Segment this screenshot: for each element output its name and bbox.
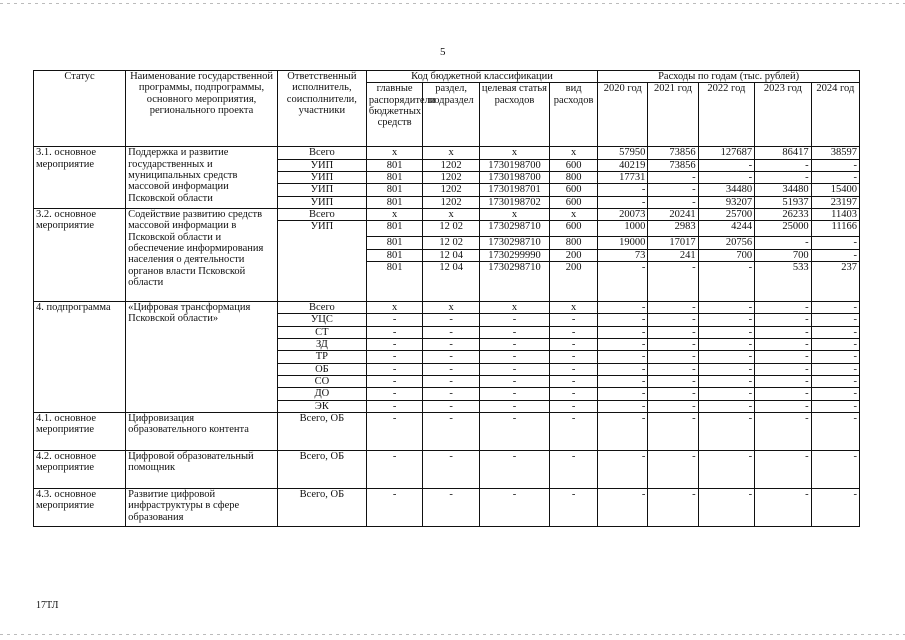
header-status: Статус bbox=[34, 71, 126, 147]
row-year-value: - bbox=[698, 450, 755, 488]
row-year-value: - bbox=[755, 237, 812, 249]
row-responsible: УИП bbox=[277, 184, 366, 196]
row-year-value: - bbox=[755, 301, 812, 313]
row-year-value: 20073 bbox=[598, 208, 648, 220]
row-responsible: УИП bbox=[277, 196, 366, 208]
row-year-value: - bbox=[598, 184, 648, 196]
row-year-value: 2983 bbox=[648, 221, 698, 237]
row-responsible: СО bbox=[277, 375, 366, 387]
row-year-value: 51937 bbox=[755, 196, 812, 208]
row-responsible: ОБ bbox=[277, 363, 366, 375]
row-responsible: Всего bbox=[277, 208, 366, 220]
row-responsible: ТР bbox=[277, 351, 366, 363]
row-year-value: 25000 bbox=[755, 221, 812, 237]
row-grbs: - bbox=[366, 326, 423, 338]
row-responsible: Всего bbox=[277, 147, 366, 159]
row-year-value: 19000 bbox=[598, 237, 648, 249]
row-section: - bbox=[423, 412, 480, 450]
row-target: 1730298710 bbox=[479, 237, 549, 249]
row-year-value: - bbox=[648, 326, 698, 338]
row-expense-type: х bbox=[550, 301, 598, 313]
table-body bbox=[34, 147, 860, 527]
header-name: Наименование государственной программы, подпрограммы, основного мероприятия, регионального проекта bbox=[126, 71, 278, 147]
row-target: - bbox=[479, 314, 549, 326]
row-responsible: УИП bbox=[277, 159, 366, 171]
row-section: 1202 bbox=[423, 171, 480, 183]
row-target: 1730298710 bbox=[479, 261, 549, 301]
row-expense-type: - bbox=[550, 412, 598, 450]
budget-table bbox=[33, 70, 860, 527]
row-year-value: - bbox=[755, 159, 812, 171]
row-status: 3.2. основное мероприятие bbox=[34, 208, 126, 301]
row-year-value: 11403 bbox=[811, 208, 859, 220]
row-year-value: - bbox=[648, 261, 698, 301]
row-name: Содействие развитию средств массовой информации в Псковской области и обеспечение информирования населения о деятельности органов власти Псковской области bbox=[126, 208, 278, 301]
row-year-value: 38597 bbox=[811, 147, 859, 159]
row-year-value: - bbox=[755, 450, 812, 488]
row-expense-type: 600 bbox=[550, 159, 598, 171]
row-status: 4.3. основное мероприятие bbox=[34, 488, 126, 526]
row-year-value: - bbox=[755, 400, 812, 412]
row-year-value: - bbox=[648, 400, 698, 412]
row-section: - bbox=[423, 351, 480, 363]
row-year-value: - bbox=[698, 375, 755, 387]
row-grbs: 801 bbox=[366, 249, 423, 261]
row-target: х bbox=[479, 208, 549, 220]
row-year-value: - bbox=[755, 375, 812, 387]
row-year-value: 700 bbox=[755, 249, 812, 261]
row-year-value: - bbox=[698, 314, 755, 326]
row-year-value: 20756 bbox=[698, 237, 755, 249]
row-section: х bbox=[423, 208, 480, 220]
row-target: - bbox=[479, 351, 549, 363]
row-year-value: - bbox=[755, 171, 812, 183]
page-number: 5 bbox=[440, 46, 446, 58]
row-expense-type: 600 bbox=[550, 221, 598, 237]
row-grbs: - bbox=[366, 388, 423, 400]
row-year-value: - bbox=[811, 171, 859, 183]
scan-artifact-top bbox=[0, 3, 905, 4]
row-year-value: - bbox=[811, 488, 859, 526]
row-section: х bbox=[423, 147, 480, 159]
row-responsible: Всего, ОБ bbox=[277, 412, 366, 450]
row-year-value: - bbox=[698, 412, 755, 450]
row-target: - bbox=[479, 326, 549, 338]
row-name: Цифровизация образовательного контента bbox=[126, 412, 278, 450]
row-year-value: - bbox=[598, 363, 648, 375]
row-year-value: - bbox=[755, 488, 812, 526]
row-expense-type: 800 bbox=[550, 237, 598, 249]
row-year-value: 93207 bbox=[698, 196, 755, 208]
row-target: - bbox=[479, 488, 549, 526]
row-expense-type: 600 bbox=[550, 196, 598, 208]
row-year-value: - bbox=[755, 351, 812, 363]
row-year-value: - bbox=[598, 488, 648, 526]
row-year-value: - bbox=[598, 412, 648, 450]
row-year-value: - bbox=[698, 388, 755, 400]
row-section: - bbox=[423, 400, 480, 412]
row-grbs: - bbox=[366, 375, 423, 387]
row-name: «Цифровая трансформация Псковской области» bbox=[126, 301, 278, 412]
row-grbs: 801 bbox=[366, 261, 423, 301]
row-year-value: - bbox=[598, 314, 648, 326]
header-responsible: Ответственный исполнитель, соисполнители, участники bbox=[277, 71, 366, 147]
row-year-value: - bbox=[811, 249, 859, 261]
row-year-value: - bbox=[648, 363, 698, 375]
row-section: 1202 bbox=[423, 196, 480, 208]
header-year: 2021 год bbox=[648, 83, 698, 147]
row-responsible: УЦС bbox=[277, 314, 366, 326]
row-name: Развитие цифровой инфраструктуры в сфере образования bbox=[126, 488, 278, 526]
row-year-value: - bbox=[811, 388, 859, 400]
row-year-value: - bbox=[811, 314, 859, 326]
row-expense-type: 800 bbox=[550, 171, 598, 183]
row-year-value: 34480 bbox=[698, 184, 755, 196]
row-section: - bbox=[423, 314, 480, 326]
row-expense-type: - bbox=[550, 338, 598, 350]
row-section: - bbox=[423, 326, 480, 338]
header-year: 2024 год bbox=[811, 83, 859, 147]
header-target: целевая статья расходов bbox=[479, 83, 549, 147]
row-section: - bbox=[423, 388, 480, 400]
row-year-value: 25700 bbox=[698, 208, 755, 220]
row-year-value: - bbox=[698, 338, 755, 350]
row-year-value: 26233 bbox=[755, 208, 812, 220]
row-year-value: 241 bbox=[648, 249, 698, 261]
row-year-value: 40219 bbox=[598, 159, 648, 171]
row-expense-type: - bbox=[550, 351, 598, 363]
row-year-value: - bbox=[698, 261, 755, 301]
row-year-value: 73856 bbox=[648, 147, 698, 159]
row-section: 12 02 bbox=[423, 221, 480, 237]
row-grbs: 801 bbox=[366, 159, 423, 171]
row-year-value: - bbox=[648, 314, 698, 326]
footer-code: 17ТЛ bbox=[36, 600, 59, 611]
row-year-value: - bbox=[598, 388, 648, 400]
row-section: х bbox=[423, 301, 480, 313]
row-grbs: 801 bbox=[366, 184, 423, 196]
row-expense-type: - bbox=[550, 488, 598, 526]
row-section: - bbox=[423, 363, 480, 375]
row-responsible: Всего, ОБ bbox=[277, 450, 366, 488]
row-year-value: - bbox=[648, 388, 698, 400]
row-section: - bbox=[423, 488, 480, 526]
row-section: - bbox=[423, 450, 480, 488]
row-status: 3.1. основное мероприятие bbox=[34, 147, 126, 209]
row-year-value: 34480 bbox=[755, 184, 812, 196]
row-expense-type: х bbox=[550, 208, 598, 220]
row-expense-type: - bbox=[550, 326, 598, 338]
header-year: 2020 год bbox=[598, 83, 648, 147]
row-year-value: - bbox=[755, 326, 812, 338]
header-budget-code: Код бюджетной классификации bbox=[366, 71, 597, 83]
row-target: 1730198700 bbox=[479, 171, 549, 183]
header-year: 2022 год bbox=[698, 83, 755, 147]
header-grbs: главные распорядители бюджетных средств bbox=[366, 83, 423, 147]
row-year-value: 23197 bbox=[811, 196, 859, 208]
row-responsible: УИП bbox=[277, 171, 366, 183]
row-year-value: 1000 bbox=[598, 221, 648, 237]
row-year-value: - bbox=[811, 450, 859, 488]
row-section: - bbox=[423, 375, 480, 387]
row-year-value: 73 bbox=[598, 249, 648, 261]
row-grbs: 801 bbox=[366, 171, 423, 183]
row-expense-type: х bbox=[550, 147, 598, 159]
row-target: - bbox=[479, 412, 549, 450]
row-expense-type: - bbox=[550, 388, 598, 400]
row-year-value: - bbox=[648, 301, 698, 313]
row-expense-type: - bbox=[550, 375, 598, 387]
row-grbs: - bbox=[366, 314, 423, 326]
table-row bbox=[34, 301, 860, 313]
row-expense-type: - bbox=[550, 363, 598, 375]
row-section: 12 04 bbox=[423, 249, 480, 261]
row-section: 1202 bbox=[423, 184, 480, 196]
row-responsible: Всего, ОБ bbox=[277, 488, 366, 526]
row-year-value: - bbox=[755, 412, 812, 450]
row-year-value: - bbox=[598, 450, 648, 488]
row-year-value: - bbox=[698, 171, 755, 183]
row-year-value: - bbox=[698, 301, 755, 313]
row-responsible: ДО bbox=[277, 388, 366, 400]
header-expenses: Расходы по годам (тыс. рублей) bbox=[598, 71, 860, 83]
row-status: 4.2. основное мероприятие bbox=[34, 450, 126, 488]
row-target: 1730298710 bbox=[479, 221, 549, 237]
row-target: х bbox=[479, 147, 549, 159]
row-year-value: - bbox=[811, 351, 859, 363]
row-year-value: - bbox=[598, 375, 648, 387]
row-year-value: - bbox=[598, 400, 648, 412]
row-year-value: - bbox=[648, 488, 698, 526]
row-grbs: 801 bbox=[366, 196, 423, 208]
row-section: 12 04 bbox=[423, 261, 480, 301]
row-grbs: - bbox=[366, 400, 423, 412]
row-year-value: 127687 bbox=[698, 147, 755, 159]
row-year-value: - bbox=[598, 301, 648, 313]
row-year-value: - bbox=[755, 388, 812, 400]
table-row bbox=[34, 147, 860, 159]
row-responsible: СТ bbox=[277, 326, 366, 338]
row-year-value: - bbox=[598, 351, 648, 363]
row-status: 4.1. основное мероприятие bbox=[34, 412, 126, 450]
row-year-value: - bbox=[755, 338, 812, 350]
row-expense-type: 200 bbox=[550, 249, 598, 261]
row-target: 1730198702 bbox=[479, 196, 549, 208]
row-year-value: 73856 bbox=[648, 159, 698, 171]
row-year-value: 15400 bbox=[811, 184, 859, 196]
row-year-value: - bbox=[598, 338, 648, 350]
row-year-value: - bbox=[698, 488, 755, 526]
row-year-value: 700 bbox=[698, 249, 755, 261]
row-year-value: - bbox=[648, 196, 698, 208]
table-row bbox=[34, 412, 860, 450]
row-target: - bbox=[479, 338, 549, 350]
row-target: - bbox=[479, 363, 549, 375]
row-year-value: - bbox=[811, 326, 859, 338]
row-status: 4. подпрограмма bbox=[34, 301, 126, 412]
row-year-value: - bbox=[648, 450, 698, 488]
row-year-value: 11166 bbox=[811, 221, 859, 237]
row-expense-type: 200 bbox=[550, 261, 598, 301]
row-year-value: - bbox=[648, 412, 698, 450]
row-year-value: - bbox=[698, 363, 755, 375]
row-year-value: - bbox=[698, 159, 755, 171]
row-responsible: Всего bbox=[277, 301, 366, 313]
row-year-value: 86417 bbox=[755, 147, 812, 159]
row-year-value: - bbox=[648, 338, 698, 350]
header-year: 2023 год bbox=[755, 83, 812, 147]
row-year-value: 20241 bbox=[648, 208, 698, 220]
row-grbs: 801 bbox=[366, 237, 423, 249]
row-grbs: - bbox=[366, 450, 423, 488]
row-year-value: 533 bbox=[755, 261, 812, 301]
row-name: Цифровой образовательный помощник bbox=[126, 450, 278, 488]
row-year-value: 237 bbox=[811, 261, 859, 301]
row-grbs: 801 bbox=[366, 221, 423, 237]
row-year-value: - bbox=[811, 412, 859, 450]
header-expense-type: вид расходов bbox=[550, 83, 598, 147]
row-year-value: - bbox=[811, 375, 859, 387]
row-grbs: - bbox=[366, 338, 423, 350]
row-year-value: - bbox=[755, 314, 812, 326]
table-row bbox=[34, 208, 860, 220]
row-year-value: - bbox=[598, 261, 648, 301]
row-responsible: УИП bbox=[277, 221, 366, 302]
row-year-value: - bbox=[648, 171, 698, 183]
row-year-value: - bbox=[648, 351, 698, 363]
row-target: 1730198700 bbox=[479, 159, 549, 171]
row-year-value: - bbox=[811, 301, 859, 313]
row-year-value: 57950 bbox=[598, 147, 648, 159]
table-row bbox=[34, 488, 860, 526]
row-year-value: - bbox=[811, 363, 859, 375]
table-row bbox=[34, 450, 860, 488]
row-grbs: х bbox=[366, 301, 423, 313]
row-target: - bbox=[479, 450, 549, 488]
row-year-value: - bbox=[598, 326, 648, 338]
row-target: - bbox=[479, 388, 549, 400]
row-target: 1730299990 bbox=[479, 249, 549, 261]
row-name: Поддержка и развитие государственных и муниципальных средств массовой информации Псковской области bbox=[126, 147, 278, 209]
row-expense-type: - bbox=[550, 450, 598, 488]
row-expense-type: - bbox=[550, 314, 598, 326]
row-responsible: ЭК bbox=[277, 400, 366, 412]
row-expense-type: 600 bbox=[550, 184, 598, 196]
row-target: - bbox=[479, 400, 549, 412]
row-year-value: - bbox=[755, 363, 812, 375]
row-grbs: х bbox=[366, 208, 423, 220]
row-year-value: - bbox=[648, 184, 698, 196]
row-year-value: - bbox=[811, 400, 859, 412]
row-target: - bbox=[479, 375, 549, 387]
row-grbs: - bbox=[366, 363, 423, 375]
row-target: 1730198701 bbox=[479, 184, 549, 196]
row-grbs: - bbox=[366, 488, 423, 526]
row-year-value: - bbox=[648, 375, 698, 387]
row-target: х bbox=[479, 301, 549, 313]
row-section: 1202 bbox=[423, 159, 480, 171]
row-grbs: - bbox=[366, 412, 423, 450]
row-year-value: - bbox=[811, 338, 859, 350]
row-grbs: х bbox=[366, 147, 423, 159]
row-expense-type: - bbox=[550, 400, 598, 412]
row-year-value: 17017 bbox=[648, 237, 698, 249]
row-year-value: 17731 bbox=[598, 171, 648, 183]
row-year-value: 4244 bbox=[698, 221, 755, 237]
row-year-value: - bbox=[698, 400, 755, 412]
row-grbs: - bbox=[366, 351, 423, 363]
row-section: 12 02 bbox=[423, 237, 480, 249]
header-section: раздел, подраздел bbox=[423, 83, 480, 147]
row-year-value: - bbox=[811, 237, 859, 249]
row-year-value: - bbox=[598, 196, 648, 208]
row-responsible: ЗД bbox=[277, 338, 366, 350]
row-year-value: - bbox=[698, 326, 755, 338]
row-year-value: - bbox=[698, 351, 755, 363]
row-year-value: - bbox=[811, 159, 859, 171]
scan-artifact-bottom bbox=[0, 634, 905, 635]
row-section: - bbox=[423, 338, 480, 350]
